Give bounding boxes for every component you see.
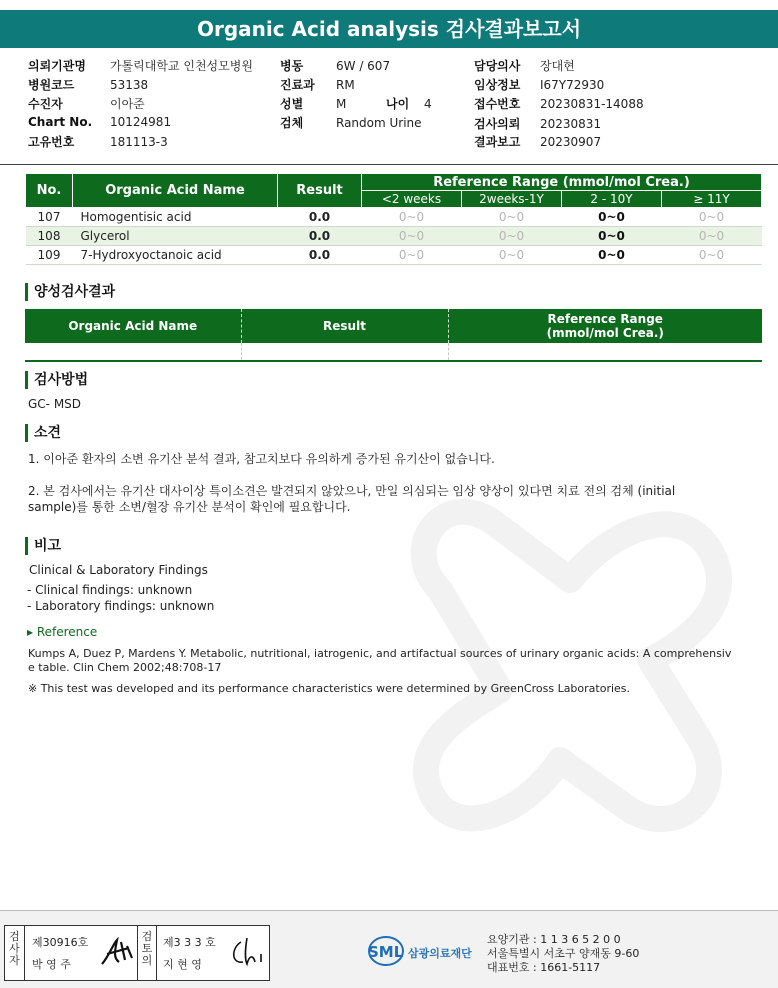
pos-header-name: Organic Acid Name: [25, 309, 241, 343]
signature-box: [4, 925, 270, 981]
value-receipt-no: 20230831-14088: [540, 97, 644, 111]
report-footer: [0, 910, 778, 988]
header-age-11y-plus: ≥ 11Y: [662, 191, 762, 208]
row-range-3: 0~0: [562, 208, 662, 227]
label-specimen: 검체: [280, 116, 304, 130]
value-institution: 가톨릭대학교 인천성모병원: [110, 59, 253, 73]
notes-heading: Clinical & Laboratory Findings: [29, 563, 208, 577]
lab-address: 서울특별시 서초구 양재동 9-60: [487, 947, 640, 960]
label-hospital-code: 병원코드: [28, 78, 75, 92]
label-patient: 수진자: [28, 97, 63, 111]
header-no: No.: [26, 174, 73, 208]
label-age: 나이: [386, 97, 410, 111]
row-range-4: 0~0: [662, 208, 762, 227]
row-name: Glycerol: [73, 227, 278, 246]
value-chart-no: 10124981: [110, 115, 172, 129]
header-divider: [0, 164, 778, 165]
tester-label: 검사자: [5, 926, 25, 980]
verifier-name: 지 현 영: [163, 958, 202, 971]
row-result: 0.0: [278, 246, 362, 265]
header-reference-range: Reference Range (mmol/mol Crea.): [362, 174, 762, 191]
value-physician: 장대현: [540, 59, 575, 73]
finding-item-1: 1. 이아준 환자의 소변 유기산 분석 결과, 참고치보다 유의하게 증가된 유기산이 없습니다.: [28, 452, 495, 466]
laboratory-findings: - Laboratory findings: unknown: [27, 599, 215, 613]
institution-code: 요양기관 : 1 1 3 6 5 2 0 0: [487, 933, 621, 946]
row-range-3: 0~0: [562, 246, 662, 265]
row-result: 0.0: [278, 227, 362, 246]
row-range-2: 0~0: [462, 227, 562, 246]
label-physician: 담당의사: [474, 59, 521, 73]
positive-results-table: [25, 309, 762, 362]
finding-item-2-line1: 2. 본 검사에서는 유기산 대사이상 특이소견은 발견되지 않았으나, 만일 의심되는 임상 양상이 있다면 치료 전의 검체 (initial: [28, 484, 676, 498]
value-specimen: Random Urine: [336, 116, 422, 130]
label-report-date: 결과보고: [474, 135, 521, 149]
header-age-under-2-weeks: <2 weeks: [362, 191, 462, 208]
label-clinical-info: 임상정보: [474, 78, 521, 92]
notes-title: 비고: [25, 537, 61, 555]
method-title: 검사방법: [25, 371, 88, 389]
logo-sml-text: SML: [368, 943, 404, 961]
value-unique-no: 181113-3: [110, 135, 168, 149]
value-request-date: 20230831: [540, 117, 602, 131]
row-no: 108: [26, 227, 73, 246]
value-patient: 이아준: [110, 97, 145, 111]
value-age: 4: [424, 97, 432, 111]
report-title: Organic Acid analysis 검사결과보고서: [0, 10, 778, 48]
verifier-license-no: 제3 3 3 호: [163, 936, 216, 949]
tester-signature: [99, 936, 135, 970]
label-ward: 병동: [280, 59, 304, 73]
row-range-4: 0~0: [662, 227, 762, 246]
tester-license-no: 제30916호: [32, 936, 89, 949]
value-ward: 6W / 607: [336, 59, 391, 73]
logo-foundation-text: 삼광의료재단: [408, 947, 472, 960]
lab-disclaimer: ※ This test was developed and its performance characteristics were determined by GreenCross Laboratories.: [28, 682, 631, 695]
organic-acid-table: [25, 173, 762, 265]
row-range-2: 0~0: [462, 208, 562, 227]
row-range-1: 0~0: [362, 227, 462, 246]
label-receipt-no: 접수번호: [474, 97, 521, 111]
row-name: 7-Hydroxyoctanoic acid: [73, 246, 278, 265]
row-name: Homogentisic acid: [73, 208, 278, 227]
table-row: [26, 208, 762, 227]
value-sex: M: [336, 97, 347, 111]
sml-logo: [366, 933, 486, 977]
pos-header-range-line1: Reference Range: [547, 312, 663, 326]
label-institution: 의뢰기관명: [28, 59, 86, 73]
header-organic-acid-name: Organic Acid Name: [73, 174, 278, 208]
value-hospital-code: 53138: [110, 78, 149, 92]
finding-item-2-line2: sample)를 통한 소변/혈장 유기산 분석이 확인에 필요합니다.: [28, 500, 351, 514]
lab-phone: 대표번호 : 1661-5117: [487, 961, 601, 974]
positive-results-title: 양성검사결과: [25, 283, 115, 301]
value-report-date: 20230907: [540, 135, 602, 149]
row-no: 109: [26, 246, 73, 265]
label-sex: 성별: [280, 97, 304, 111]
method-text: GC- MSD: [28, 397, 82, 411]
verifier-label: 검토의: [137, 926, 157, 980]
row-range-1: 0~0: [362, 208, 462, 227]
label-chart-no: Chart No.: [28, 115, 93, 129]
row-range-2: 0~0: [462, 246, 562, 265]
table-row: [26, 246, 762, 265]
row-result: 0.0: [278, 208, 362, 227]
table-row: [26, 227, 762, 246]
header-age-2weeks-1y: 2weeks-1Y: [462, 191, 562, 208]
reference-line-2: e table. Clin Chem 2002;48:708-17: [28, 661, 222, 674]
reference-line-1: Kumps A, Duez P, Mardens Y. Metabolic, nutritional, iatrogenic, and artifactual sources of urinary organic acids: A comprehensiv: [28, 647, 732, 660]
tester-name: 박 영 주: [32, 958, 71, 971]
label-request-date: 검사의뢰: [474, 117, 521, 131]
verifier-signature: [227, 934, 267, 970]
clinical-findings: - Clinical findings: unknown: [27, 583, 193, 597]
reference-title: ▸ Reference: [27, 625, 98, 639]
lab-contact-info: [487, 933, 639, 975]
value-clinical-info: I67Y72930: [540, 78, 605, 92]
pos-header-range: [448, 309, 762, 343]
table-row: [25, 343, 762, 361]
row-range-4: 0~0: [662, 246, 762, 265]
row-range-3: 0~0: [562, 227, 662, 246]
row-no: 107: [26, 208, 73, 227]
row-range-1: 0~0: [362, 246, 462, 265]
pos-header-range-line2: (mmol/mol Crea.): [546, 326, 664, 340]
label-department: 진료과: [280, 78, 315, 92]
value-department: RM: [336, 78, 355, 92]
header-age-2-10y: 2 - 10Y: [562, 191, 662, 208]
label-unique-no: 고유번호: [28, 135, 75, 149]
pos-header-result: Result: [241, 309, 448, 343]
findings-title: 소견: [25, 424, 61, 442]
header-result: Result: [278, 174, 362, 208]
watermark-logo: [380, 440, 778, 910]
